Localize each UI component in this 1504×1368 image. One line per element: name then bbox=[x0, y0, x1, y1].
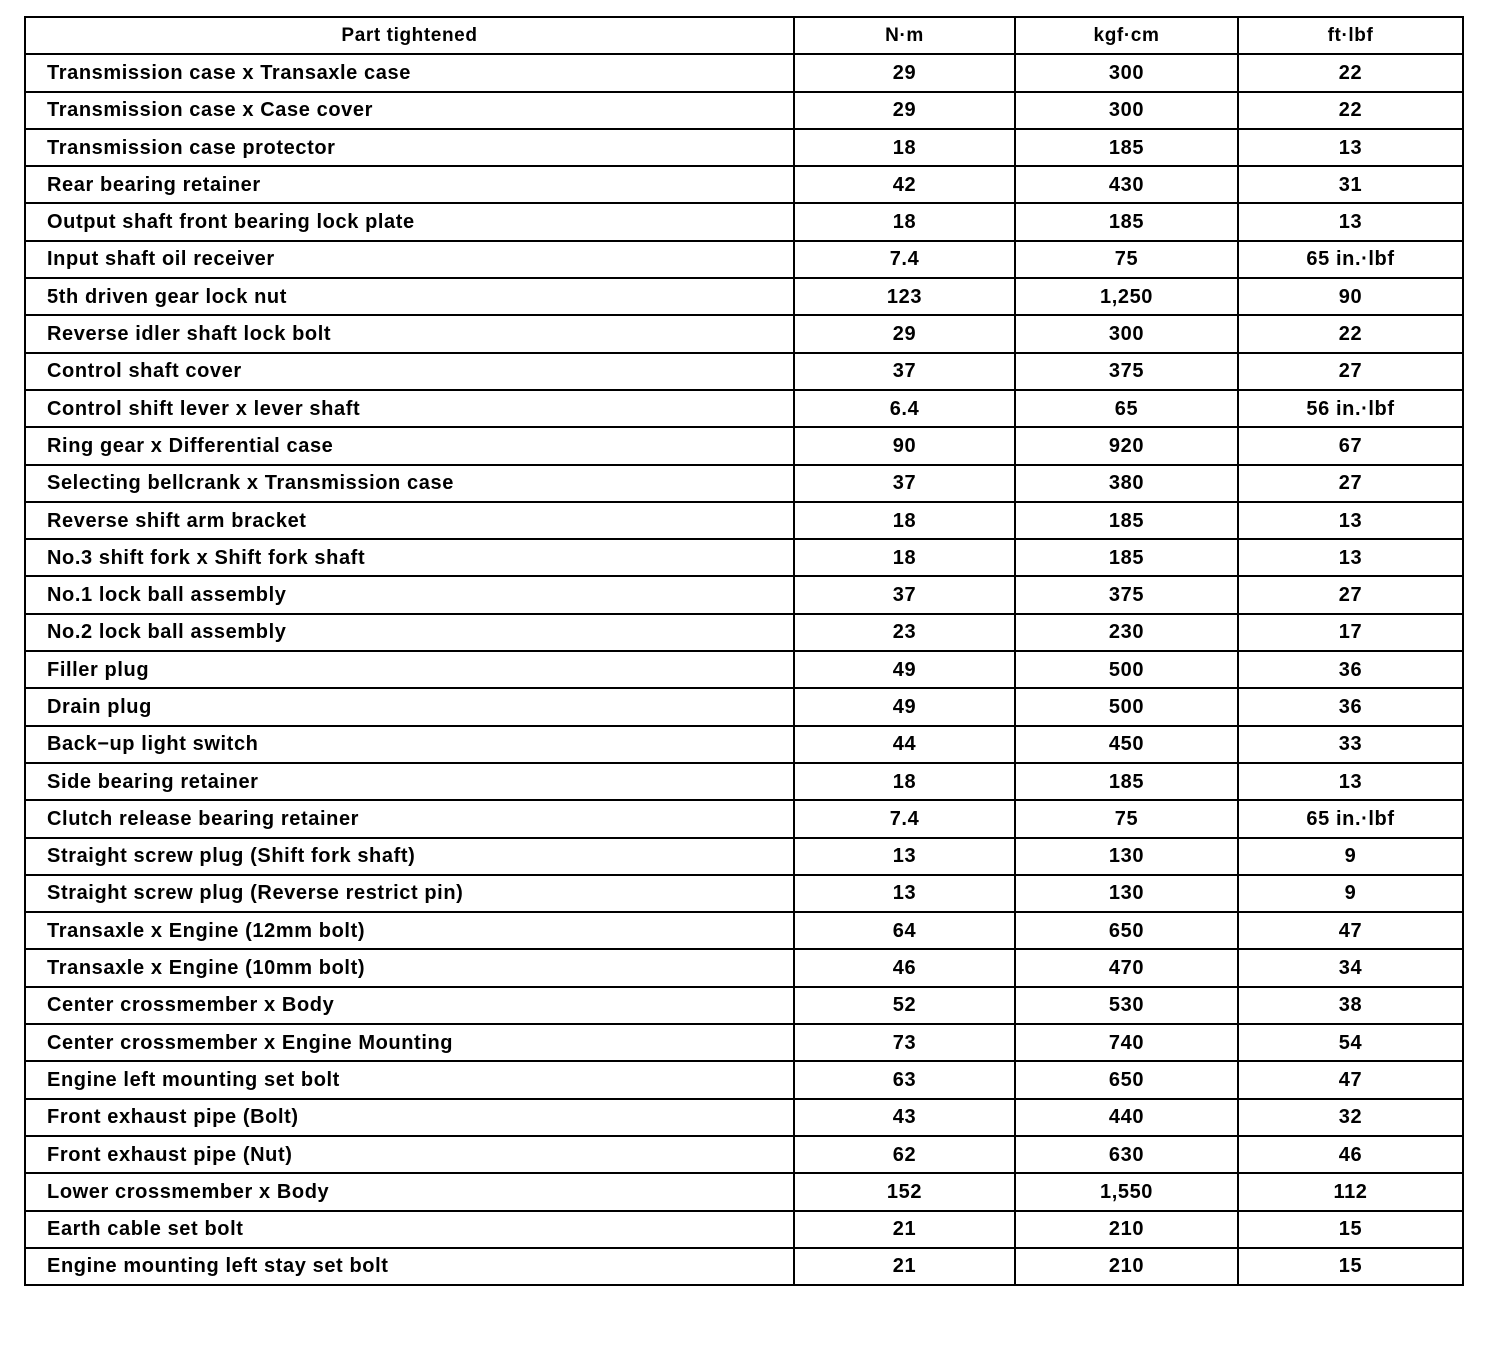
table-row bbox=[25, 390, 1463, 427]
cell-part: Transaxle x Engine (10mm bolt) bbox=[25, 949, 794, 986]
header-kgf: kgf·cm bbox=[1015, 17, 1238, 54]
cell-nm: 29 bbox=[794, 315, 1015, 352]
cell-kgf: 185 bbox=[1015, 129, 1238, 166]
cell-kgf: 300 bbox=[1015, 92, 1238, 129]
torque-spec-table bbox=[24, 16, 1464, 1286]
table-row bbox=[25, 427, 1463, 464]
cell-nm: 21 bbox=[794, 1248, 1015, 1285]
cell-part: Selecting bellcrank x Transmission case bbox=[25, 465, 794, 502]
cell-kgf: 920 bbox=[1015, 427, 1238, 464]
cell-part: Side bearing retainer bbox=[25, 763, 794, 800]
cell-kgf: 65 bbox=[1015, 390, 1238, 427]
cell-ft: 67 bbox=[1238, 427, 1463, 464]
cell-part: Lower crossmember x Body bbox=[25, 1173, 794, 1210]
cell-ft: 36 bbox=[1238, 688, 1463, 725]
table-row bbox=[25, 203, 1463, 240]
cell-kgf: 185 bbox=[1015, 763, 1238, 800]
table-row bbox=[25, 875, 1463, 912]
cell-ft: 38 bbox=[1238, 987, 1463, 1024]
cell-nm: 64 bbox=[794, 912, 1015, 949]
cell-part: Filler plug bbox=[25, 651, 794, 688]
cell-kgf: 210 bbox=[1015, 1211, 1238, 1248]
table-row bbox=[25, 614, 1463, 651]
cell-kgf: 130 bbox=[1015, 875, 1238, 912]
cell-part: Earth cable set bolt bbox=[25, 1211, 794, 1248]
cell-nm: 37 bbox=[794, 353, 1015, 390]
table-row bbox=[25, 353, 1463, 390]
cell-part: Transmission case protector bbox=[25, 129, 794, 166]
cell-part: Transmission case x Case cover bbox=[25, 92, 794, 129]
cell-kgf: 75 bbox=[1015, 800, 1238, 837]
cell-kgf: 440 bbox=[1015, 1099, 1238, 1136]
cell-kgf: 380 bbox=[1015, 465, 1238, 502]
cell-part: Back−up light switch bbox=[25, 726, 794, 763]
cell-ft: 33 bbox=[1238, 726, 1463, 763]
cell-kgf: 650 bbox=[1015, 1061, 1238, 1098]
cell-ft: 56 in.·lbf bbox=[1238, 390, 1463, 427]
table-row bbox=[25, 92, 1463, 129]
cell-part: No.2 lock ball assembly bbox=[25, 614, 794, 651]
cell-kgf: 210 bbox=[1015, 1248, 1238, 1285]
cell-part: Output shaft front bearing lock plate bbox=[25, 203, 794, 240]
cell-kgf: 1,550 bbox=[1015, 1173, 1238, 1210]
cell-ft: 22 bbox=[1238, 54, 1463, 91]
table-row bbox=[25, 726, 1463, 763]
cell-kgf: 375 bbox=[1015, 353, 1238, 390]
cell-ft: 31 bbox=[1238, 166, 1463, 203]
cell-nm: 18 bbox=[794, 539, 1015, 576]
cell-part: Transmission case x Transaxle case bbox=[25, 54, 794, 91]
cell-ft: 54 bbox=[1238, 1024, 1463, 1061]
header-part: Part tightened bbox=[25, 17, 794, 54]
cell-nm: 18 bbox=[794, 763, 1015, 800]
cell-kgf: 230 bbox=[1015, 614, 1238, 651]
cell-kgf: 430 bbox=[1015, 166, 1238, 203]
cell-kgf: 185 bbox=[1015, 539, 1238, 576]
cell-nm: 49 bbox=[794, 688, 1015, 725]
cell-nm: 123 bbox=[794, 278, 1015, 315]
cell-ft: 9 bbox=[1238, 838, 1463, 875]
table-row bbox=[25, 1173, 1463, 1210]
table-row bbox=[25, 1099, 1463, 1136]
table-row bbox=[25, 763, 1463, 800]
cell-kgf: 300 bbox=[1015, 315, 1238, 352]
cell-kgf: 530 bbox=[1015, 987, 1238, 1024]
cell-ft: 47 bbox=[1238, 1061, 1463, 1098]
cell-nm: 29 bbox=[794, 92, 1015, 129]
cell-kgf: 500 bbox=[1015, 688, 1238, 725]
cell-kgf: 300 bbox=[1015, 54, 1238, 91]
cell-part: Rear bearing retainer bbox=[25, 166, 794, 203]
cell-kgf: 75 bbox=[1015, 241, 1238, 278]
cell-part: Drain plug bbox=[25, 688, 794, 725]
cell-nm: 18 bbox=[794, 129, 1015, 166]
cell-kgf: 185 bbox=[1015, 203, 1238, 240]
cell-ft: 15 bbox=[1238, 1211, 1463, 1248]
cell-kgf: 450 bbox=[1015, 726, 1238, 763]
table-row bbox=[25, 1211, 1463, 1248]
header-row bbox=[25, 17, 1463, 54]
cell-ft: 17 bbox=[1238, 614, 1463, 651]
cell-ft: 13 bbox=[1238, 763, 1463, 800]
cell-kgf: 650 bbox=[1015, 912, 1238, 949]
cell-kgf: 630 bbox=[1015, 1136, 1238, 1173]
table-body bbox=[25, 54, 1463, 1285]
cell-ft: 13 bbox=[1238, 502, 1463, 539]
cell-ft: 32 bbox=[1238, 1099, 1463, 1136]
cell-nm: 29 bbox=[794, 54, 1015, 91]
cell-kgf: 740 bbox=[1015, 1024, 1238, 1061]
cell-part: Reverse shift arm bracket bbox=[25, 502, 794, 539]
table-row bbox=[25, 1248, 1463, 1285]
cell-part: Input shaft oil receiver bbox=[25, 241, 794, 278]
table-row bbox=[25, 166, 1463, 203]
cell-nm: 37 bbox=[794, 576, 1015, 613]
cell-part: Engine mounting left stay set bolt bbox=[25, 1248, 794, 1285]
cell-nm: 13 bbox=[794, 838, 1015, 875]
cell-nm: 23 bbox=[794, 614, 1015, 651]
cell-part: 5th driven gear lock nut bbox=[25, 278, 794, 315]
cell-part: Control shift lever x lever shaft bbox=[25, 390, 794, 427]
table-row bbox=[25, 949, 1463, 986]
cell-nm: 43 bbox=[794, 1099, 1015, 1136]
cell-nm: 46 bbox=[794, 949, 1015, 986]
cell-nm: 7.4 bbox=[794, 241, 1015, 278]
cell-nm: 63 bbox=[794, 1061, 1015, 1098]
cell-ft: 46 bbox=[1238, 1136, 1463, 1173]
table-row bbox=[25, 129, 1463, 166]
cell-ft: 27 bbox=[1238, 465, 1463, 502]
cell-part: Control shaft cover bbox=[25, 353, 794, 390]
cell-kgf: 185 bbox=[1015, 502, 1238, 539]
cell-nm: 7.4 bbox=[794, 800, 1015, 837]
cell-ft: 47 bbox=[1238, 912, 1463, 949]
table-row bbox=[25, 912, 1463, 949]
cell-ft: 90 bbox=[1238, 278, 1463, 315]
table-row bbox=[25, 576, 1463, 613]
cell-part: Clutch release bearing retainer bbox=[25, 800, 794, 837]
cell-ft: 13 bbox=[1238, 129, 1463, 166]
cell-nm: 90 bbox=[794, 427, 1015, 464]
table-row bbox=[25, 278, 1463, 315]
table-row bbox=[25, 987, 1463, 1024]
cell-ft: 22 bbox=[1238, 315, 1463, 352]
cell-ft: 27 bbox=[1238, 353, 1463, 390]
cell-part: No.3 shift fork x Shift fork shaft bbox=[25, 539, 794, 576]
cell-kgf: 500 bbox=[1015, 651, 1238, 688]
cell-nm: 21 bbox=[794, 1211, 1015, 1248]
table-row bbox=[25, 1136, 1463, 1173]
cell-kgf: 130 bbox=[1015, 838, 1238, 875]
cell-part: Straight screw plug (Shift fork shaft) bbox=[25, 838, 794, 875]
cell-part: Reverse idler shaft lock bolt bbox=[25, 315, 794, 352]
cell-ft: 22 bbox=[1238, 92, 1463, 129]
cell-nm: 152 bbox=[794, 1173, 1015, 1210]
cell-ft: 13 bbox=[1238, 539, 1463, 576]
cell-part: Center crossmember x Body bbox=[25, 987, 794, 1024]
cell-nm: 49 bbox=[794, 651, 1015, 688]
cell-part: Front exhaust pipe (Bolt) bbox=[25, 1099, 794, 1136]
cell-ft: 65 in.·lbf bbox=[1238, 241, 1463, 278]
table-row bbox=[25, 241, 1463, 278]
table-row bbox=[25, 1061, 1463, 1098]
cell-ft: 112 bbox=[1238, 1173, 1463, 1210]
cell-ft: 9 bbox=[1238, 875, 1463, 912]
table-row bbox=[25, 651, 1463, 688]
cell-ft: 13 bbox=[1238, 203, 1463, 240]
cell-part: Front exhaust pipe (Nut) bbox=[25, 1136, 794, 1173]
cell-ft: 15 bbox=[1238, 1248, 1463, 1285]
table-row bbox=[25, 502, 1463, 539]
cell-nm: 18 bbox=[794, 502, 1015, 539]
cell-nm: 44 bbox=[794, 726, 1015, 763]
cell-part: Engine left mounting set bolt bbox=[25, 1061, 794, 1098]
cell-nm: 73 bbox=[794, 1024, 1015, 1061]
cell-nm: 18 bbox=[794, 203, 1015, 240]
cell-nm: 42 bbox=[794, 166, 1015, 203]
table-row bbox=[25, 539, 1463, 576]
cell-nm: 6.4 bbox=[794, 390, 1015, 427]
cell-nm: 52 bbox=[794, 987, 1015, 1024]
cell-part: Ring gear x Differential case bbox=[25, 427, 794, 464]
header-ft: ft·lbf bbox=[1238, 17, 1463, 54]
table-row bbox=[25, 800, 1463, 837]
table-row bbox=[25, 465, 1463, 502]
table-row bbox=[25, 1024, 1463, 1061]
cell-part: No.1 lock ball assembly bbox=[25, 576, 794, 613]
table-row bbox=[25, 315, 1463, 352]
cell-ft: 65 in.·lbf bbox=[1238, 800, 1463, 837]
cell-part: Transaxle x Engine (12mm bolt) bbox=[25, 912, 794, 949]
cell-nm: 37 bbox=[794, 465, 1015, 502]
cell-ft: 34 bbox=[1238, 949, 1463, 986]
header-nm: N·m bbox=[794, 17, 1015, 54]
cell-kgf: 375 bbox=[1015, 576, 1238, 613]
table-row bbox=[25, 54, 1463, 91]
cell-kgf: 1,250 bbox=[1015, 278, 1238, 315]
table-row bbox=[25, 838, 1463, 875]
cell-nm: 13 bbox=[794, 875, 1015, 912]
cell-ft: 36 bbox=[1238, 651, 1463, 688]
table-row bbox=[25, 688, 1463, 725]
cell-ft: 27 bbox=[1238, 576, 1463, 613]
cell-kgf: 470 bbox=[1015, 949, 1238, 986]
cell-part: Center crossmember x Engine Mounting bbox=[25, 1024, 794, 1061]
cell-nm: 62 bbox=[794, 1136, 1015, 1173]
cell-part: Straight screw plug (Reverse restrict pin) bbox=[25, 875, 794, 912]
